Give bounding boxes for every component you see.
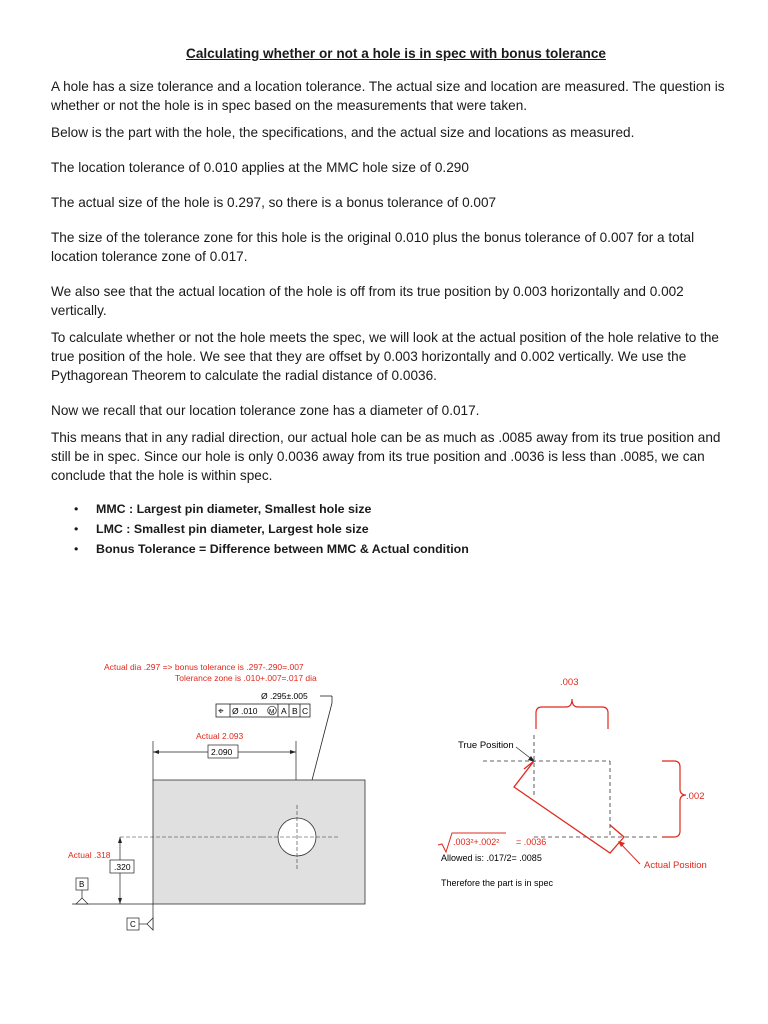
feature-control-frame [216,704,310,717]
paragraph: The size of the tolerance zone for this hole is the original 0.010 plus the bonus tolerance of 0.007 for a total location tolerance zone of 0.017. [51,230,695,264]
paragraph: The actual size of the hole is 0.297, so there is a bonus tolerance of 0.007 [51,195,497,210]
fcf-datum-c: C [302,706,309,716]
datum-c-triangle [147,918,153,930]
conclusion-text: Therefore the part is in spec [441,878,554,888]
list-item: • Bonus Tolerance = Difference between MMC & Actual condition [96,539,741,559]
document-body [51,44,741,559]
fcf-tolerance: Ø .010 [232,706,258,716]
tolerance-zone-note: Tolerance zone is .010+.007=.017 dia [175,673,317,683]
paragraph: We also see that the actual location of the hole is off from its true position by 0.003 horizontally and 0.002 vertically. [51,284,684,318]
allowed-text: Allowed is: .017/2= .0085 [441,853,542,863]
fcf-datum-b: B [292,706,298,716]
part-drawing-figure [62,655,372,940]
vertical-offset-label: .002 [686,791,705,802]
basic-vertical: .320 [114,862,131,872]
horizontal-offset-brace [536,699,608,729]
bonus-note: Actual dia .297 => bonus tolerance is .297-.290=.007 [104,662,304,672]
part-outline [153,780,365,904]
position-diagram-figure [428,665,740,905]
paragraph: This means that in any radial direction, our actual hole can be as much as .0085 away from its true position and still be in spec. Since our hole is only 0.0036 away from its true position and .0036 is less than .0085, we can conclude that the hole is within spec. [51,430,721,483]
true-position-label: True Position [458,740,514,751]
paragraph: Below is the part with the hole, the specifications, and the actual size and locations as measured. [51,125,635,140]
horizontal-offset-label: .003 [560,677,579,688]
list-item: • LMC : Smallest pin diameter, Largest hole size [96,519,741,539]
datum-c-label: C [130,920,136,929]
paragraph: A hole has a size tolerance and a location tolerance. The actual size and location are measured. The question is whether or not the hole is in spec based on the measurements that were taken. [51,79,725,113]
basic-horizontal: 2.090 [211,747,233,757]
datum-b-label: B [79,880,85,889]
position-icon: ⌖ [218,706,224,717]
formula-result: = .0036 [516,837,547,847]
hole-size-callout: Ø .295±.005 [261,691,308,701]
actual-vertical: Actual .318 [68,850,111,860]
fcf-datum-a: A [281,706,287,716]
formula-radicand: .003²+.002² [453,837,500,847]
fcf-modifier: M [269,708,275,716]
paragraph: Now we recall that our location tolerance zone has a diameter of 0.017. [51,403,480,418]
actual-position-label: Actual Position [644,860,707,871]
definition-list [51,499,741,559]
actual-horizontal: Actual 2.093 [196,731,244,741]
datum-b-triangle [76,898,88,904]
list-item: • MMC : Largest pin diameter, Smallest hole size [96,499,741,519]
paragraph: The location tolerance of 0.010 applies at the MMC hole size of 0.290 [51,160,469,175]
document-title: Calculating whether or not a hole is in spec with bonus tolerance [186,46,606,61]
vertical-offset-brace [662,761,686,837]
paragraph: To calculate whether or not the hole meets the spec, we will look at the actual position of the hole relative to the true position of the hole. We see that they are offset by 0.003 horizontally and 0.002 vertically. We use the Pythagorean Theorem to calculate the radial distance of 0.0036. [51,330,719,383]
